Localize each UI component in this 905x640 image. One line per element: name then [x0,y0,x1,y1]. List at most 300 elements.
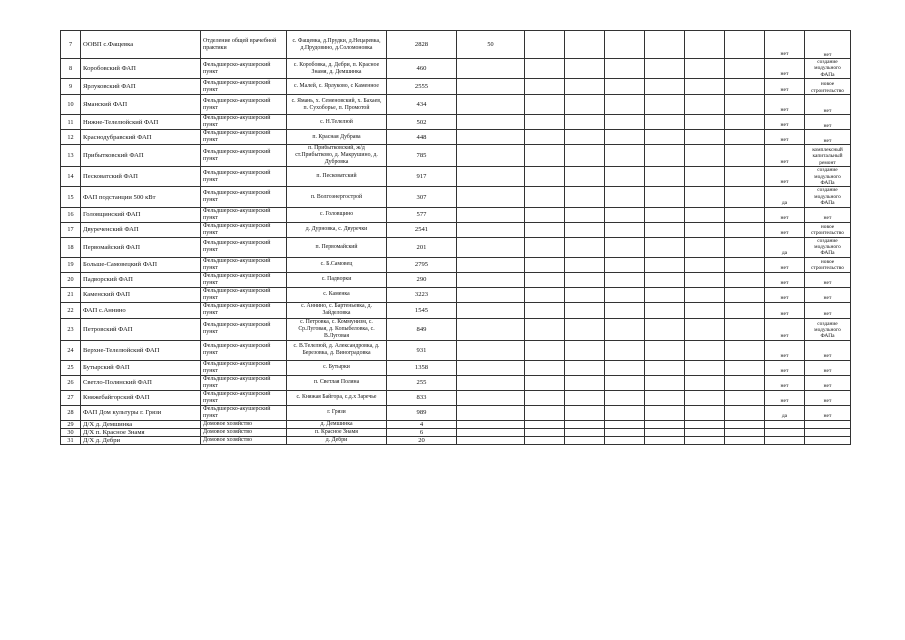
service-area: с. Княжая Байгора, с.д.х Заречье [287,390,387,405]
facility-type: Фельдшерско-акушерский пункт [201,187,287,207]
empty-cell [525,420,565,428]
facility-type: Фельдшерско-акушерский пункт [201,375,287,390]
row-number: 24 [61,340,81,360]
availability: нет [765,360,805,375]
service-area: п. Волгоэнергострой [287,187,387,207]
table-row [61,145,851,167]
row-number: 9 [61,79,81,95]
population: 2555 [387,79,457,95]
empty-cell [565,222,605,237]
empty-cell [525,272,565,287]
empty-cell [605,287,645,302]
empty-cell [645,237,685,257]
empty-cell [565,95,605,115]
service-area: д. Дурновка, с. Двуречки [287,222,387,237]
empty-cell [725,207,765,222]
facility-type: Фельдшерско-акушерский пункт [201,360,287,375]
empty-cell [605,257,645,272]
empty-cell [565,390,605,405]
population: 255 [387,375,457,390]
table-row [61,59,851,79]
empty-cell [685,207,725,222]
extra-value [457,130,525,145]
empty-cell [725,130,765,145]
empty-cell [525,222,565,237]
population: 201 [387,237,457,257]
empty-cell [525,167,565,187]
population: 434 [387,95,457,115]
service-area: с. Н.Телелюй [287,115,387,130]
empty-cell [685,360,725,375]
empty-cell [525,340,565,360]
empty-cell [525,257,565,272]
facility-type: Фельдшерско-акушерский пункт [201,287,287,302]
empty-cell [725,115,765,130]
availability: нет [765,222,805,237]
empty-cell [645,420,685,428]
population: 20 [387,436,457,444]
facility-name: Двуреченский ФАП [81,222,201,237]
service-area: г. Грязи [287,405,387,420]
empty-cell [725,360,765,375]
population: 1545 [387,302,457,318]
table-row [61,257,851,272]
extra-value [457,340,525,360]
service-area: с. В.Телелюй, д. Александровка, д. Березовка, д. Виноградовка [287,340,387,360]
empty-cell [685,187,725,207]
extra-value [457,287,525,302]
empty-cell [525,287,565,302]
empty-cell [525,95,565,115]
planned-action: создание модульного ФАПа [805,167,851,187]
row-number: 13 [61,145,81,167]
facility-name: Петровский ФАП [81,318,201,340]
empty-cell [685,31,725,59]
facility-type: Фельдшерско-акушерский пункт [201,145,287,167]
row-number: 19 [61,257,81,272]
service-area: п. Прибытковский, ж/д ст.Прибытково, д. Макрушино, д. Дубровка [287,145,387,167]
empty-cell [645,272,685,287]
facility-type: Фельдшерско-акушерский пункт [201,318,287,340]
empty-cell [645,360,685,375]
planned-action: новое строительство [805,222,851,237]
empty-cell [605,390,645,405]
service-area: с. Петровка, с. Коммунизм, с. Ср.Луговая, д. Копыбеловка, с. В.Луговая [287,318,387,340]
availability: нет [765,130,805,145]
empty-cell [605,436,645,444]
empty-cell [605,59,645,79]
extra-value [457,237,525,257]
empty-cell [525,390,565,405]
service-area: с. Б.Самовец [287,257,387,272]
planned-action: нет [805,375,851,390]
empty-cell [685,420,725,428]
empty-cell [685,428,725,436]
population: 290 [387,272,457,287]
availability [765,420,805,428]
empty-cell [645,187,685,207]
facility-name: Песковатский ФАП [81,167,201,187]
empty-cell [605,207,645,222]
population: 3223 [387,287,457,302]
facility-type: Фельдшерско-акушерский пункт [201,302,287,318]
empty-cell [565,405,605,420]
empty-cell [525,59,565,79]
row-number: 30 [61,428,81,436]
service-area: с. Бутырки [287,360,387,375]
empty-cell [645,115,685,130]
row-number: 11 [61,115,81,130]
facility-type: Фельдшерско-акушерский пункт [201,257,287,272]
service-area: п. Песковатский [287,167,387,187]
population: 917 [387,167,457,187]
extra-value [457,390,525,405]
facility-type: Отделение общей врачебной практики [201,31,287,59]
extra-value [457,428,525,436]
empty-cell [685,318,725,340]
service-area: с. Ямань, х. Семеновский, х. Бахаев, п. Сухоборье, п. Промотой [287,95,387,115]
service-area: п. Первомайский [287,237,387,257]
table-row [61,187,851,207]
population: 307 [387,187,457,207]
service-area: п. Красное Знамя [287,428,387,436]
empty-cell [685,272,725,287]
facility-type: Фельдшерско-акушерский пункт [201,79,287,95]
planned-action: комплексный капитальный ремонт [805,145,851,167]
empty-cell [725,405,765,420]
empty-cell [725,167,765,187]
availability: нет [765,390,805,405]
extra-value [457,302,525,318]
population: 502 [387,115,457,130]
empty-cell [645,436,685,444]
population: 448 [387,130,457,145]
empty-cell [725,340,765,360]
empty-cell [605,420,645,428]
table-row [61,436,851,444]
facility-type: Фельдшерско-акушерский пункт [201,167,287,187]
empty-cell [685,222,725,237]
planned-action: новое строительство [805,257,851,272]
planned-action: создание модульного ФАПа [805,59,851,79]
empty-cell [565,272,605,287]
empty-cell [725,59,765,79]
availability: нет [765,375,805,390]
availability: нет [765,145,805,167]
row-number: 12 [61,130,81,145]
table-row [61,130,851,145]
extra-value [457,207,525,222]
facility-name: Ярлуковский ФАП [81,79,201,95]
service-area: с. Падворки [287,272,387,287]
table-row [61,272,851,287]
facility-name: Каменский ФАП [81,287,201,302]
empty-cell [725,272,765,287]
table-row [61,237,851,257]
empty-cell [565,237,605,257]
planned-action: новое строительство [805,79,851,95]
planned-action [805,436,851,444]
extra-value [457,115,525,130]
empty-cell [605,318,645,340]
facility-name: Яманский ФАП [81,95,201,115]
empty-cell [685,59,725,79]
empty-cell [685,302,725,318]
facility-name: Краснодубравский ФАП [81,130,201,145]
row-number: 27 [61,390,81,405]
empty-cell [525,237,565,257]
empty-cell [565,287,605,302]
empty-cell [565,375,605,390]
empty-cell [685,390,725,405]
facility-type: Фельдшерско-акушерский пункт [201,405,287,420]
empty-cell [725,95,765,115]
service-area: с. Коробовка, д. Дебри, п. Красное Знамя, д. Демшинка [287,59,387,79]
empty-cell [685,115,725,130]
empty-cell [725,237,765,257]
table-row [61,207,851,222]
facility-name: ФАП Дом культуры г. Грязи [81,405,201,420]
availability: да [765,237,805,257]
empty-cell [525,375,565,390]
empty-cell [525,115,565,130]
table-row [61,390,851,405]
empty-cell [725,302,765,318]
empty-cell [685,375,725,390]
table-row [61,302,851,318]
row-number: 23 [61,318,81,340]
planned-action: нет [805,340,851,360]
empty-cell [645,167,685,187]
empty-cell [565,167,605,187]
table-row [61,318,851,340]
table-row [61,428,851,436]
extra-value [457,318,525,340]
empty-cell [525,302,565,318]
row-number: 22 [61,302,81,318]
empty-cell [685,436,725,444]
empty-cell [565,420,605,428]
empty-cell [685,405,725,420]
planned-action: нет [805,207,851,222]
empty-cell [565,187,605,207]
availability: нет [765,31,805,59]
extra-value [457,59,525,79]
empty-cell [525,405,565,420]
empty-cell [565,436,605,444]
facility-name: Нижне-Телелюйский ФАП [81,115,201,130]
table-row [61,79,851,95]
table-row [61,222,851,237]
table-row [61,420,851,428]
service-area: п. Красная Дубрава [287,130,387,145]
empty-cell [605,405,645,420]
empty-cell [645,390,685,405]
empty-cell [725,436,765,444]
planned-action [805,428,851,436]
availability: нет [765,272,805,287]
table-row [61,167,851,187]
population: 6 [387,428,457,436]
empty-cell [565,428,605,436]
row-number: 29 [61,420,81,428]
empty-cell [685,167,725,187]
planned-action [805,420,851,428]
empty-cell [645,130,685,145]
empty-cell [605,237,645,257]
empty-cell [565,302,605,318]
extra-value [457,95,525,115]
facility-name: ООВП с.Фащевка [81,31,201,59]
empty-cell [605,167,645,187]
availability: нет [765,95,805,115]
extra-value [457,436,525,444]
availability [765,436,805,444]
population: 989 [387,405,457,420]
service-area: п. Светлая Поляна [287,375,387,390]
extra-value [457,375,525,390]
empty-cell [725,287,765,302]
empty-cell [525,360,565,375]
facility-name: Д/Х д. Дебри [81,436,201,444]
planned-action: создание модульного ФАПа [805,318,851,340]
facility-name: Княжебайгорский ФАП [81,390,201,405]
empty-cell [725,420,765,428]
empty-cell [565,340,605,360]
availability: нет [765,115,805,130]
empty-cell [525,187,565,207]
availability: нет [765,59,805,79]
service-area: с. Головщино [287,207,387,222]
population: 931 [387,340,457,360]
empty-cell [565,31,605,59]
facility-type: Фельдшерско-акушерский пункт [201,115,287,130]
facility-type: Домовое хозяйство [201,428,287,436]
empty-cell [645,318,685,340]
population: 577 [387,207,457,222]
availability: нет [765,287,805,302]
empty-cell [605,340,645,360]
empty-cell [565,59,605,79]
facility-type: Фельдшерско-акушерский пункт [201,130,287,145]
facility-name: Падворский ФАП [81,272,201,287]
table-row [61,31,851,59]
facility-name: Больше-Самовецкий ФАП [81,257,201,272]
empty-cell [685,145,725,167]
facility-table [60,30,851,445]
row-number: 18 [61,237,81,257]
empty-cell [725,318,765,340]
empty-cell [645,145,685,167]
facility-name: Д/Х д. Демшинка [81,420,201,428]
planned-action: нет [805,390,851,405]
population: 833 [387,390,457,405]
empty-cell [645,257,685,272]
table-row [61,287,851,302]
extra-value [457,79,525,95]
empty-cell [565,79,605,95]
table-row [61,360,851,375]
population: 4 [387,420,457,428]
planned-action: нет [805,31,851,59]
empty-cell [605,360,645,375]
planned-action: нет [805,95,851,115]
population: 2828 [387,31,457,59]
empty-cell [645,375,685,390]
empty-cell [645,222,685,237]
service-area: д. Дебри [287,436,387,444]
extra-value [457,420,525,428]
planned-action: нет [805,287,851,302]
empty-cell [565,145,605,167]
planned-action: создание модульного ФАПа [805,187,851,207]
empty-cell [645,59,685,79]
empty-cell [525,145,565,167]
availability [765,428,805,436]
empty-cell [645,207,685,222]
facility-type: Фельдшерско-акушерский пункт [201,95,287,115]
population: 2795 [387,257,457,272]
availability: нет [765,340,805,360]
facility-name: Коробовский ФАП [81,59,201,79]
availability: нет [765,302,805,318]
facility-type: Фельдшерско-акушерский пункт [201,272,287,287]
empty-cell [685,257,725,272]
population: 2541 [387,222,457,237]
row-number: 17 [61,222,81,237]
availability: нет [765,79,805,95]
row-number: 14 [61,167,81,187]
facility-type: Домовое хозяйство [201,420,287,428]
empty-cell [725,390,765,405]
planned-action: нет [805,130,851,145]
empty-cell [725,31,765,59]
empty-cell [725,222,765,237]
facility-name: Светло-Полянский ФАП [81,375,201,390]
table-row [61,95,851,115]
empty-cell [565,207,605,222]
empty-cell [645,340,685,360]
empty-cell [645,428,685,436]
empty-cell [605,187,645,207]
availability: нет [765,318,805,340]
facility-name: Д/Х п. Красное Знамя [81,428,201,436]
population: 849 [387,318,457,340]
row-number: 31 [61,436,81,444]
empty-cell [605,302,645,318]
empty-cell [685,287,725,302]
row-number: 25 [61,360,81,375]
facility-name: Первомайский ФАП [81,237,201,257]
empty-cell [685,95,725,115]
extra-value [457,257,525,272]
empty-cell [565,257,605,272]
empty-cell [525,428,565,436]
service-area: с. Фащевка, д.Прудки, д.Нецаревка, д.Прудовино, д.Соломоновка [287,31,387,59]
population: 1358 [387,360,457,375]
empty-cell [525,436,565,444]
service-area: с. Малей, с. Ярлуково, с Каменное [287,79,387,95]
empty-cell [645,31,685,59]
empty-cell [525,318,565,340]
empty-cell [685,79,725,95]
empty-cell [525,79,565,95]
facility-type: Фельдшерско-акушерский пункт [201,222,287,237]
empty-cell [565,360,605,375]
empty-cell [605,272,645,287]
empty-cell [725,79,765,95]
empty-cell [605,79,645,95]
